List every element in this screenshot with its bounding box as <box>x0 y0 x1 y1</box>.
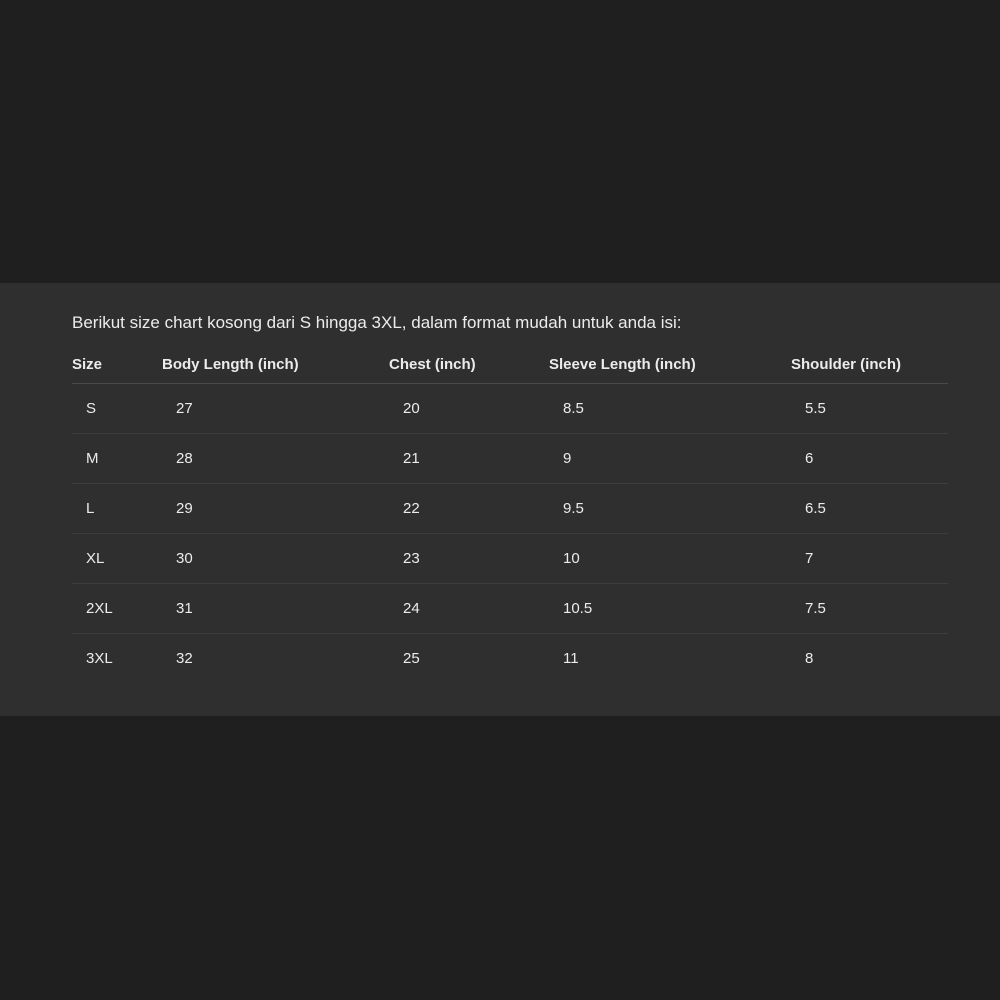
cell-sleeve-length: 11 <box>563 650 579 667</box>
cell-size: S <box>72 384 162 434</box>
cell-body-length: 31 <box>162 584 389 634</box>
header-sleeve-length: Sleeve Length (inch) <box>549 345 791 384</box>
cell-size: L <box>72 484 162 534</box>
cell-shoulder: 7.5 <box>791 584 948 634</box>
table-row <box>72 534 948 584</box>
cell-size: M <box>72 434 162 484</box>
table-row <box>72 434 948 484</box>
cell-shoulder: 8 <box>805 650 814 667</box>
cell-body-length: 30 <box>162 534 389 584</box>
cell-chest: 20 <box>389 384 549 434</box>
cell-shoulder: 6.5 <box>791 484 948 534</box>
intro-text: Berikut size chart kosong dari S hingga 3XL, dalam format mudah untuk anda isi: <box>72 313 682 332</box>
table-row <box>72 584 948 634</box>
table-row <box>72 634 948 684</box>
cell-body-length: 28 <box>162 434 389 484</box>
cell-sleeve-length: 10 <box>549 534 791 584</box>
cell-sleeve-length: 10.5 <box>549 584 791 634</box>
table-header-row <box>72 345 948 384</box>
cell-shoulder: 7 <box>791 534 948 584</box>
cell-size: XL <box>72 534 162 584</box>
cell-sleeve-length: 9 <box>549 434 791 484</box>
cell-chest: 23 <box>389 534 549 584</box>
cell-body-length: 27 <box>162 384 389 434</box>
cell-chest: 25 <box>403 650 420 667</box>
header-shoulder: Shoulder (inch) <box>791 345 948 384</box>
header-body-length: Body Length (inch) <box>162 345 389 384</box>
header-size: Size <box>72 345 162 384</box>
size-chart-table <box>72 345 948 683</box>
cell-sleeve-length: 8.5 <box>549 384 791 434</box>
cell-body-length: 32 <box>176 650 193 667</box>
cell-shoulder: 6 <box>791 434 948 484</box>
cell-chest: 22 <box>389 484 549 534</box>
cell-size: 2XL <box>72 584 162 634</box>
cell-body-length: 29 <box>162 484 389 534</box>
cell-sleeve-length: 9.5 <box>549 484 791 534</box>
cell-chest: 21 <box>389 434 549 484</box>
cell-shoulder: 5.5 <box>791 384 948 434</box>
table-row <box>72 484 948 534</box>
cell-size: 3XL <box>86 650 113 667</box>
table-row <box>72 384 948 434</box>
cell-chest: 24 <box>389 584 549 634</box>
header-chest: Chest (inch) <box>389 345 549 384</box>
